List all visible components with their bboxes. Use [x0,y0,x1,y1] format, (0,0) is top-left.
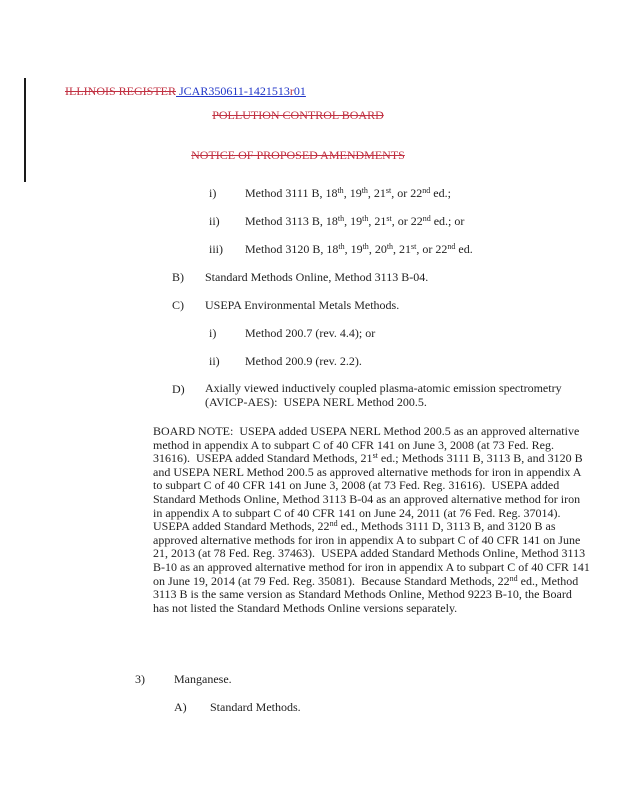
item-text: Method 200.7 (rev. 4.4); or [245,326,376,340]
list-item-C-ii [209,354,362,368]
item-text: Axially viewed inductively coupled plasma-atomic emission spectrometry (AVICP-AES): USEPA NERL Method 200.5. [205,381,565,409]
list-item-fe-iii [209,242,473,256]
list-item-C [172,298,399,312]
item-text: USEPA Environmental Metals Methods. [205,298,400,312]
jcar-code-part2: 01 [293,84,306,98]
item-label: ii) [209,214,220,228]
item-text: Method 3120 B, 18th, 19th, 20th, 21st, or 22nd ed. [245,242,473,256]
list-item-3-manganese [135,672,232,686]
jcar-code-part1: JCAR350611-1421513 [179,84,290,98]
board-note: BOARD NOTE: USEPA added USEPA NERL Method 200.5 as an approved alternative method in appendix A to subpart C of 40 CFR 141 on June 3, 2008 (at 73 Fed. Reg. 31616). USEPA added Standard Methods, 21st ed.; Methods 3111 B, 3113 B, and 3120 B and USEPA NERL Method 200.5 as approved alternative methods for iron in appendix A to subpart C of 40 CFR 141 on June 3, 2008 (at 73 Fed. Reg. 31616). USEPA added Standard Methods Online, Method 3113 B-04 as an approved alternative method for iron in appendix A to subpart C of 40 CFR 141 on June 24, 2011 (at 76 Fed. Reg. 37014). USEPA added Standard Methods, 22nd ed., Methods 3111 D, 3113 B, and 3120 B as approved alternative methods for iron in appendix A to subpart C of 40 CFR 141 on June 21, 2013 (at 78 Fed. Reg. 37463). USEPA added Standard Methods Online, Method 3113 B-10 as an approved alternative method for iron in appendix A to subpart C of 40 CFR 141 on June 19, 2014 (at 79 Fed. Reg. 35081). Because Standard Methods, 22nd ed., Method 3113 B is the same version as Standard Methods Online, Method 9223 B-10, the Board has not listed the Standard Methods Online versions separately. [153,424,593,615]
item-text: Standard Methods Online, Method 3113 B-04. [205,270,429,284]
jcar-code-inserted [176,84,306,98]
register-header [65,84,306,99]
item-text: Standard Methods. [210,700,301,714]
list-item-A-standard-methods [174,700,301,714]
item-label: A) [174,700,187,714]
item-text: Method 3111 B, 18th, 19th, 21st, or 22nd ed.; [245,186,451,200]
item-label: D) [172,382,185,396]
item-label: B) [172,270,184,284]
item-label: C) [172,298,184,312]
item-text: Method 3113 B, 18th, 19th, 21st, or 22nd ed.; or [245,214,465,228]
list-item-D [172,382,567,409]
item-text: Manganese. [174,672,232,686]
list-item-C-i [209,326,375,340]
change-bar [24,78,26,182]
item-label: 3) [135,672,145,686]
list-item-fe-ii [209,214,464,228]
notice-title: NOTICE OF PROPOSED AMENDMENTS [191,148,405,162]
item-label: i) [209,326,217,340]
item-label: ii) [209,354,220,368]
list-item-fe-i [209,186,451,200]
item-text: Method 200.9 (rev. 2.2). [245,354,362,368]
list-item-B [172,270,428,284]
item-label: i) [209,186,217,200]
jcar-revision-mark: r [289,84,294,98]
board-title: POLLUTION CONTROL BOARD [212,108,384,122]
register-title-deleted: ILLINOIS REGISTER [65,84,176,98]
item-label: iii) [209,242,223,256]
